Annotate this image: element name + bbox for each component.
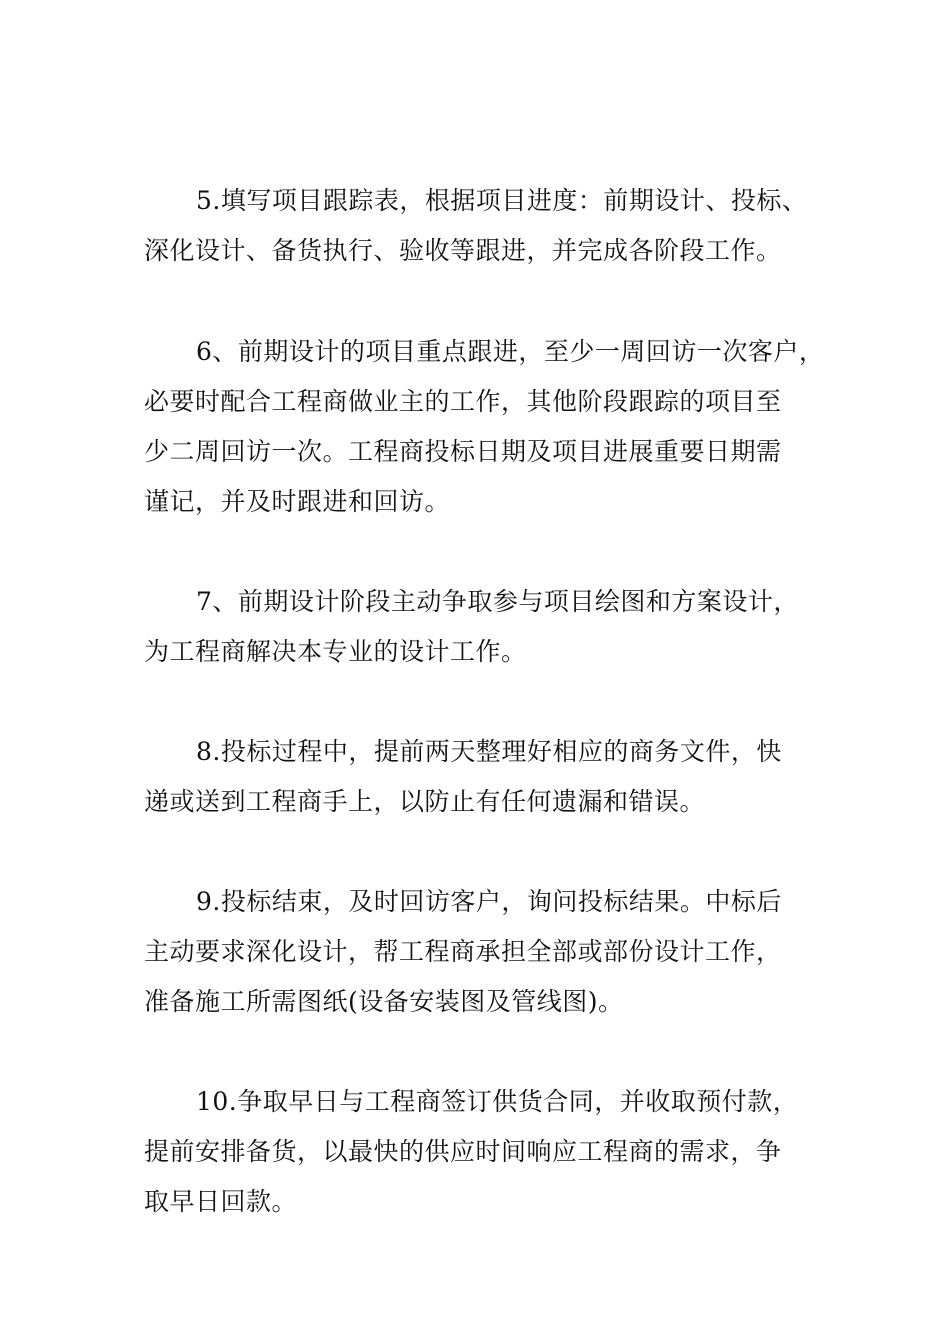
paragraph-line: 6、前期设计的项目重点跟进，至少一周回访一次客户，	[196, 337, 825, 366]
paragraph-line: 取早日回款。	[144, 1187, 298, 1216]
paragraph-line: 9.投标结束，及时回访客户，询问投标结果。中标后	[196, 887, 782, 916]
paragraph-line: 8.投标过程中，提前两天整理好相应的商务文件，快	[196, 737, 782, 766]
paragraph-line: 10.争取早日与工程商签订供货合同，并收取预付款，	[196, 1087, 799, 1116]
paragraph-line: 递或送到工程商手上，以防止有任何遗漏和错误。	[144, 787, 706, 816]
paragraph-line: 提前安排备货，以最快的供应时间响应工程商的需求，争	[144, 1137, 782, 1166]
paragraph-item-8	[144, 727, 824, 827]
paragraph-item-6	[144, 327, 824, 527]
paragraph-item-10	[144, 1077, 824, 1227]
paragraph-line: 准备施工所需图纸(设备安装图及管线图)。	[144, 987, 624, 1016]
paragraph-line: 7、前期设计阶段主动争取参与项目绘图和方案设计，	[196, 587, 799, 616]
paragraph-line: 必要时配合工程商做业主的工作，其他阶段跟踪的项目至	[144, 387, 782, 416]
paragraph-line: 为工程商解决本专业的设计工作。	[144, 637, 527, 666]
paragraph-item-5	[144, 176, 824, 276]
paragraph-line: 主动要求深化设计，帮工程商承担全部或部份设计工作，	[144, 937, 782, 966]
paragraph-line: 深化设计、备货执行、验收等跟进，并完成各阶段工作。	[144, 236, 782, 265]
paragraph-line: 5.填写项目跟踪表，根据项目进度：前期设计、投标、	[196, 186, 808, 215]
paragraph-line: 少二周回访一次。工程商投标日期及项目进展重要日期需	[144, 437, 782, 466]
paragraph-item-9	[144, 877, 824, 1027]
paragraph-item-7	[144, 577, 824, 677]
paragraph-line: 谨记，并及时跟进和回访。	[144, 487, 451, 516]
